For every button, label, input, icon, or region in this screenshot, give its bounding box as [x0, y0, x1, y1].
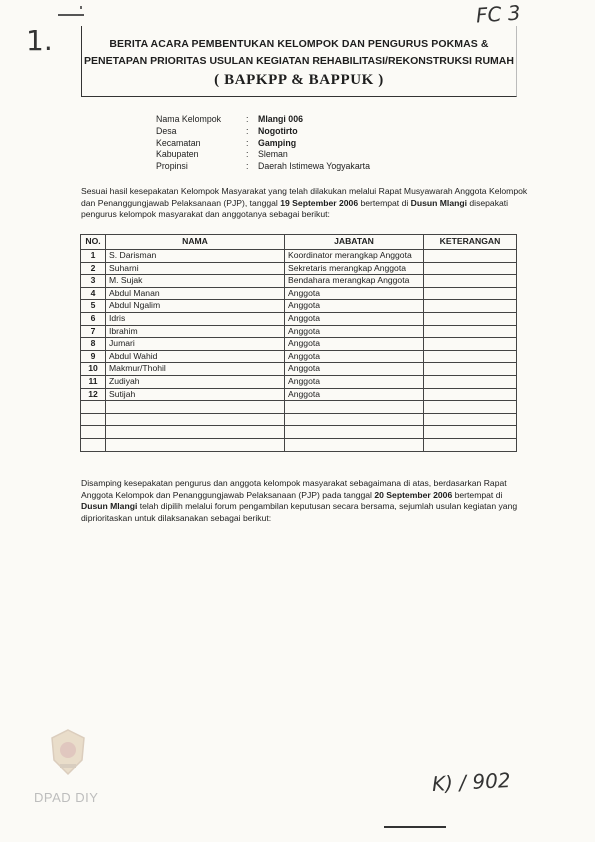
info-row-nama-kelompok: Nama Kelompok : Mlangi 006 [156, 114, 303, 124]
cell-keterangan [424, 350, 517, 363]
cell-nama: S. Darisman [106, 250, 285, 263]
cell-keterangan [424, 413, 517, 426]
forum-date: 20 September 2006 [374, 489, 453, 500]
table-row [81, 438, 517, 451]
cell-no [81, 426, 106, 439]
top-pen-mark [58, 14, 84, 16]
cell-no: 7 [81, 325, 106, 338]
cell-jabatan: Anggota [285, 312, 424, 325]
cell-jabatan: Anggota [285, 350, 424, 363]
cell-no: 9 [81, 350, 106, 363]
cell-nama: Suharni [106, 262, 285, 275]
table-row [81, 275, 517, 288]
cell-nama: Makmur/Thohil [106, 363, 285, 376]
title-line-3: ( BAPKPP & BAPPUK ) [214, 72, 384, 88]
table-row [81, 262, 517, 275]
meeting-date: 19 September 2006 [280, 197, 359, 208]
cell-keterangan [424, 401, 517, 414]
cell-no: 5 [81, 300, 106, 313]
forum-place: Dusun Mlangi [81, 501, 138, 512]
info-row-kecamatan: Kecamatan : Gamping [156, 137, 297, 148]
cell-no: 11 [81, 375, 106, 388]
archive-watermark: DPAD DIY [34, 790, 99, 805]
cell-no: 8 [81, 338, 106, 351]
cell-jabatan: Anggota [285, 388, 424, 401]
cell-nama [106, 401, 285, 414]
cell-keterangan [424, 262, 517, 275]
header-no: NO. [81, 235, 106, 250]
cell-keterangan [424, 426, 517, 439]
cell-nama [106, 413, 285, 426]
table-row [81, 363, 517, 376]
header-keterangan: KETERANGAN [424, 235, 517, 250]
cell-nama [106, 438, 285, 451]
cell-keterangan [424, 325, 517, 338]
header-jabatan: JABATAN [285, 235, 424, 250]
handwritten-margin-note: 1. [26, 24, 53, 57]
table-row [81, 375, 517, 388]
regional-emblem-seal-icon [48, 728, 88, 778]
table-row [81, 401, 517, 414]
table-row [81, 426, 517, 439]
intro-paragraph: Sesuai hasil kesepakatan Kelompok Masyarakat yang telah dilakukan melalui Rapat Musyawarah Anggota Kelompok dan Penanggungjawab Pelaksanaan (PJP), tanggal 19 September 2006 bertempat di Dusun Mlangi disepakati pengurus kelompok masyarakat dan anggotanya sebagai berikut: [81, 186, 528, 220]
info-label: Propinsi [156, 161, 188, 172]
info-value: Mlangi 006 [258, 114, 303, 124]
cell-keterangan [424, 300, 517, 313]
table-body [81, 250, 517, 452]
meeting-place: Dusun Mlangi [410, 197, 467, 208]
cell-keterangan [424, 438, 517, 451]
document-title-box [81, 26, 517, 97]
group-info-block [156, 114, 370, 173]
cell-no: 2 [81, 262, 106, 275]
cell-no: 1 [81, 250, 106, 263]
info-label: Nama Kelompok [156, 114, 222, 124]
info-value: Sleman [258, 149, 288, 160]
table-row [81, 287, 517, 300]
cell-nama: Ibrahim [106, 325, 285, 338]
info-value: Daerah Istimewa Yogyakarta [258, 161, 370, 172]
cell-nama: Idris [106, 312, 285, 325]
cell-no: 4 [81, 287, 106, 300]
cell-jabatan [285, 413, 424, 426]
cell-no: 10 [81, 363, 106, 376]
cell-no: 6 [81, 312, 106, 325]
cell-jabatan [285, 426, 424, 439]
title-line-2: PENETAPAN PRIORITAS USULAN KEGIATAN REHABILITASI/REKONSTRUKSI RUMAH [84, 55, 514, 67]
header-nama: NAMA [106, 235, 285, 250]
info-label: Kecamatan [156, 137, 201, 148]
info-value: Gamping [258, 137, 297, 148]
cell-no [81, 401, 106, 414]
cell-nama: Zudiyah [106, 375, 285, 388]
cell-jabatan: Anggota [285, 300, 424, 313]
cell-jabatan: Sekretaris merangkap Anggota [285, 262, 424, 275]
cell-nama: Abdul Wahid [106, 350, 285, 363]
cell-jabatan [285, 438, 424, 451]
cell-jabatan: Anggota [285, 338, 424, 351]
info-row-desa: Desa : Nogotirto [156, 125, 298, 136]
title-line-1: BERITA ACARA PEMBENTUKAN KELOMPOK DAN PENGURUS POKMAS & [109, 38, 489, 50]
table-row [81, 312, 517, 325]
info-row-propinsi: Propinsi : Daerah Istimewa Yogyakarta [156, 161, 370, 172]
table-row [81, 325, 517, 338]
info-value: Nogotirto [258, 125, 298, 136]
cell-nama [106, 426, 285, 439]
closing-paragraph: Disamping kesepakatan pengurus dan anggota kelompok masyarakat sebagaimana di atas, berdasarkan Rapat Anggota Kelompok dan Penanggungjawab Pelaksanaan (PJP) pada tanggal 20 September 2006 bertempat di Dusun Mlangi telah dipilih melalui forum pengambilan keputusan secara bersama, sejumlah usulan kegiatan yang diprioritaskan untuk dilaksanakan sebagai berikut: [81, 478, 518, 523]
cell-nama: Abdul Manan [106, 287, 285, 300]
table-row [81, 413, 517, 426]
cell-jabatan: Anggota [285, 325, 424, 338]
cell-no [81, 413, 106, 426]
cell-jabatan: Anggota [285, 287, 424, 300]
bottom-pen-mark [384, 826, 446, 828]
info-label: Kabupaten [156, 149, 199, 160]
table-row [81, 388, 517, 401]
cell-keterangan [424, 275, 517, 288]
info-label: Desa [156, 125, 177, 136]
cell-jabatan: Anggota [285, 375, 424, 388]
members-table [80, 234, 517, 452]
cell-no: 12 [81, 388, 106, 401]
table-row [81, 350, 517, 363]
cell-jabatan: Bendahara merangkap Anggota [285, 275, 424, 288]
info-row-kabupaten: Kabupaten : Sleman [156, 149, 288, 160]
table-row [81, 338, 517, 351]
cell-jabatan [285, 401, 424, 414]
cell-keterangan [424, 312, 517, 325]
cell-keterangan [424, 388, 517, 401]
cell-jabatan: Anggota [285, 363, 424, 376]
cell-keterangan [424, 375, 517, 388]
cell-keterangan [424, 338, 517, 351]
cell-nama: Sutijah [106, 388, 285, 401]
cell-keterangan [424, 250, 517, 263]
handwritten-page-code: FC 3 [475, 0, 522, 28]
cell-keterangan [424, 287, 517, 300]
cell-jabatan: Koordinator merangkap Anggota [285, 250, 424, 263]
cell-keterangan [424, 363, 517, 376]
cell-no [81, 438, 106, 451]
cell-nama: Abdul Ngalim [106, 300, 285, 313]
cell-nama: M. Sujak [106, 275, 285, 288]
cell-nama: Jumari [106, 338, 285, 351]
table-row [81, 300, 517, 313]
handwritten-file-number: K) / 902 [431, 767, 512, 797]
top-pen-dot [80, 6, 82, 9]
table-header-row [81, 235, 517, 250]
cell-no: 3 [81, 275, 106, 288]
table-row [81, 250, 517, 263]
